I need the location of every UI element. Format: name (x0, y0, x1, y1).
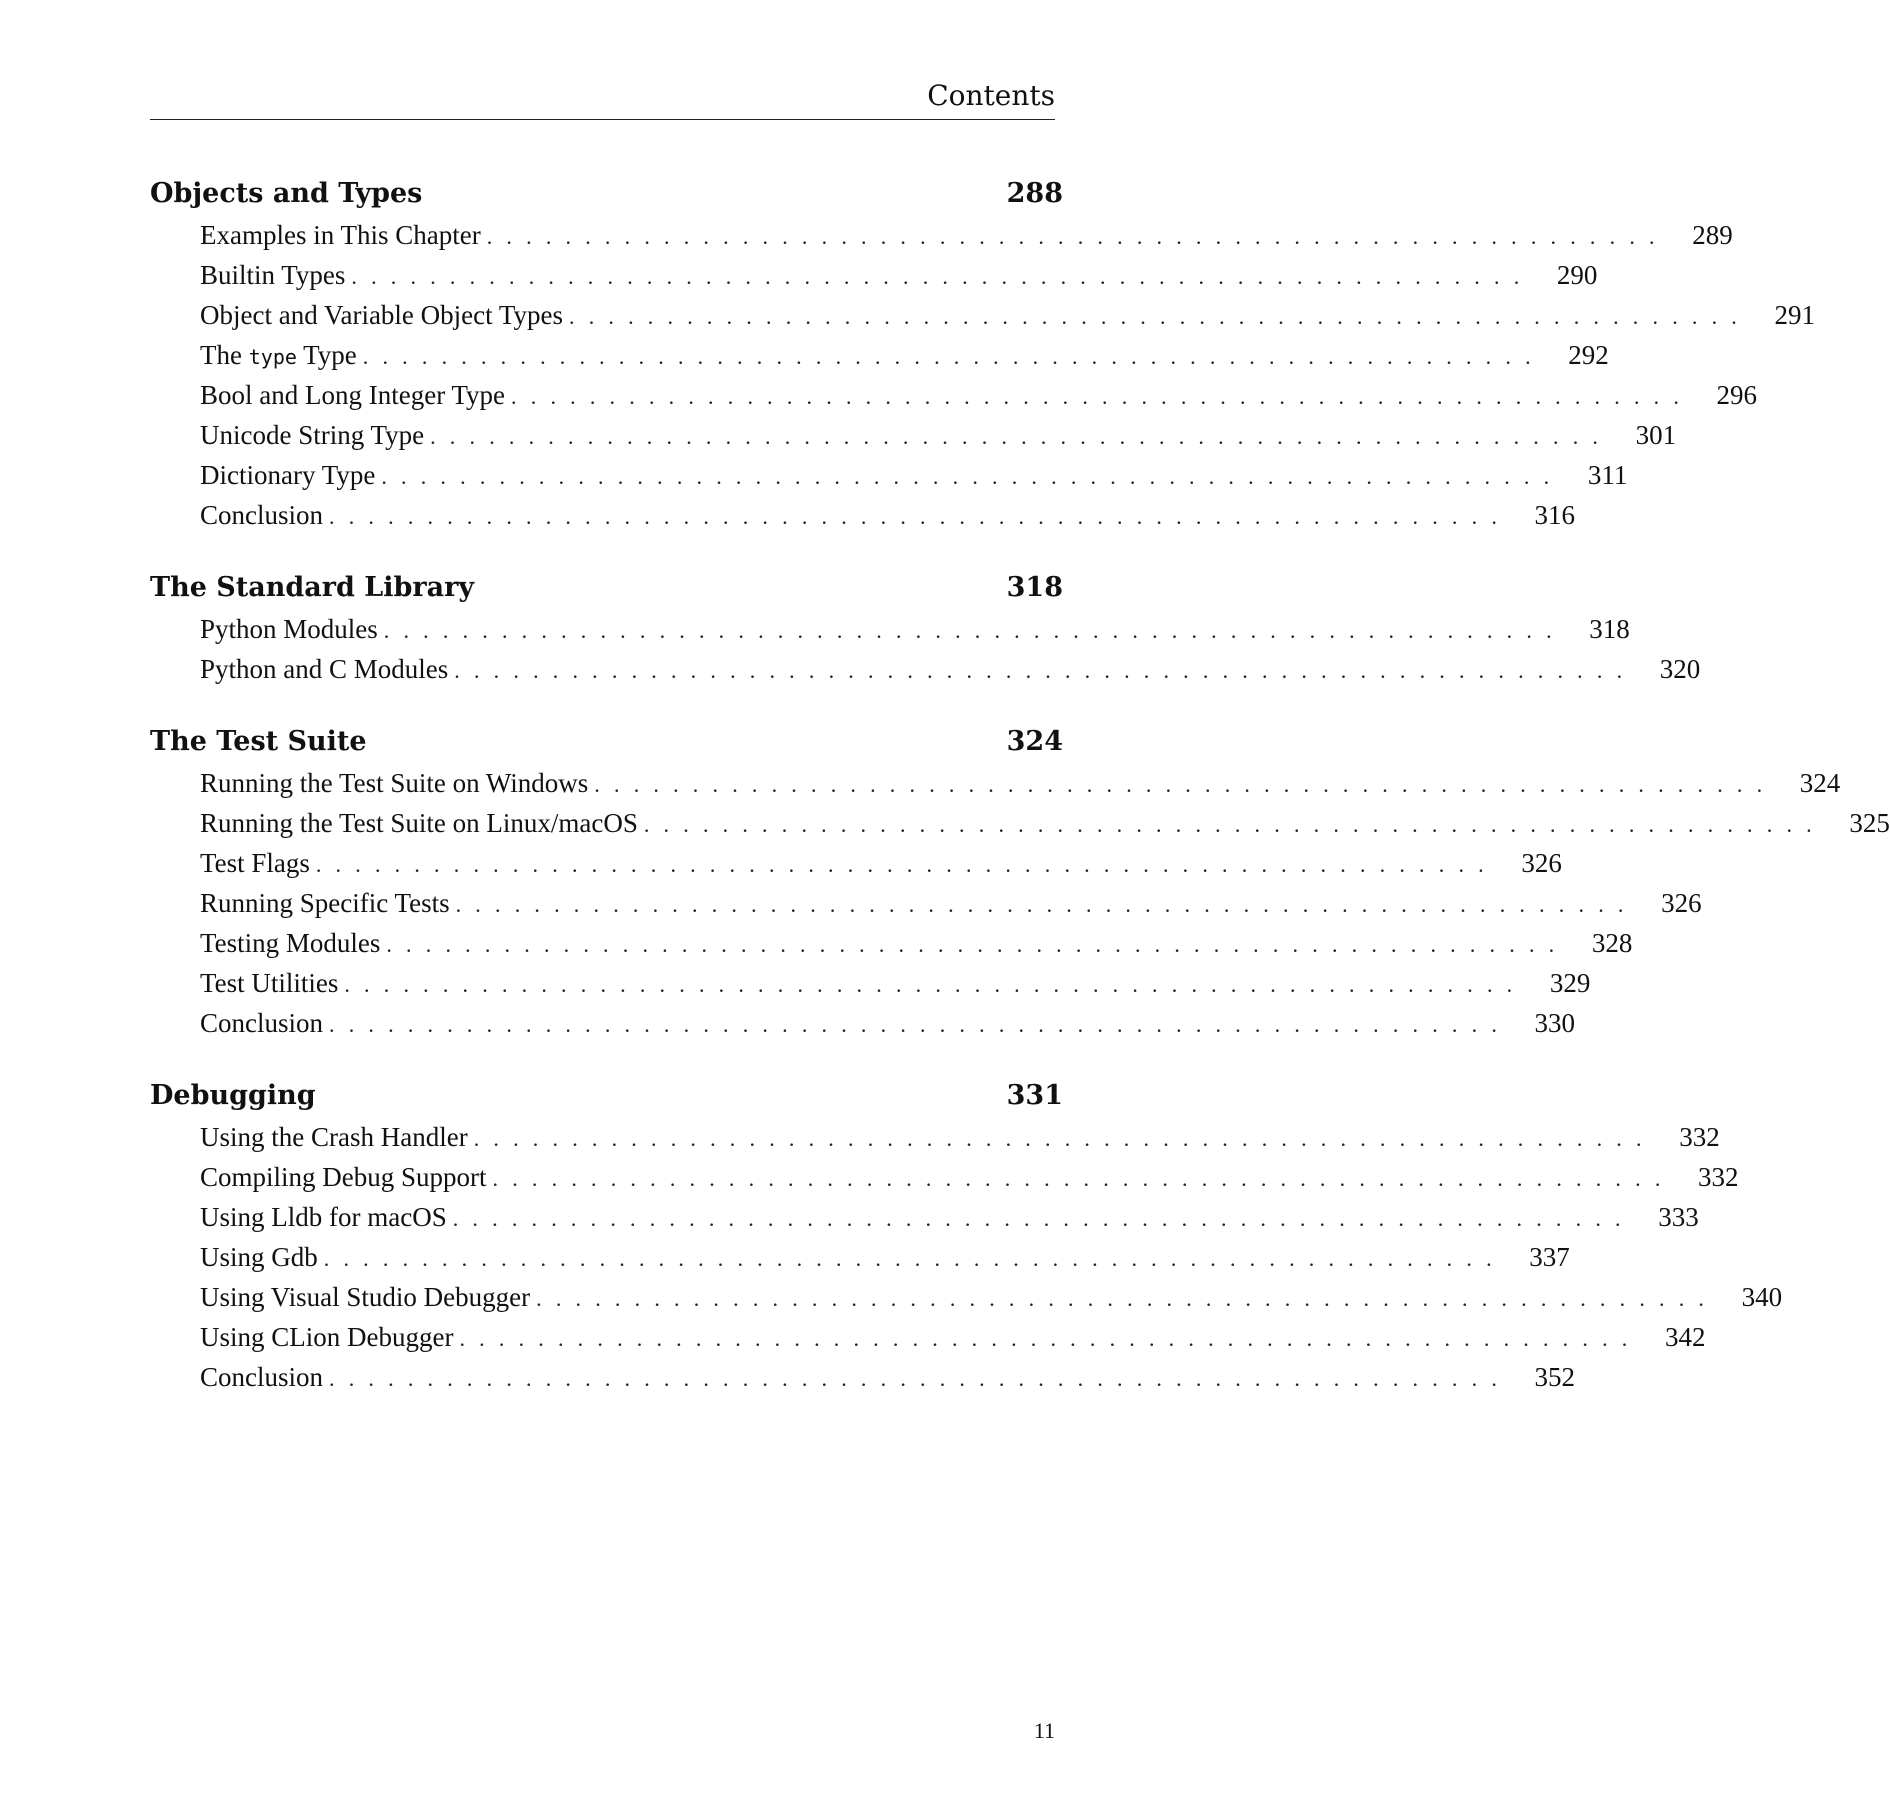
entry-page-number: 290 (1556, 260, 1598, 290)
entry-title: Conclusion (200, 1362, 324, 1392)
chapter-page-number: 331 (1006, 1080, 1063, 1111)
entry-title: Running the Test Suite on Windows (200, 768, 589, 798)
entry-page-number: 291 (1774, 300, 1815, 330)
toc-entry[interactable] (150, 1242, 1570, 1282)
chapter-page-number: 318 (1006, 572, 1063, 603)
entry-page-number: 292 (1568, 340, 1609, 370)
entry-title-prefix: The (200, 340, 249, 370)
entry-page-number: 301 (1635, 420, 1677, 450)
dot-leader: ............................................................ (643, 812, 1826, 837)
toc-entry[interactable] (150, 1322, 1706, 1362)
toc-entry[interactable] (150, 1008, 1576, 1048)
dot-leader: ............................................................ (455, 892, 1638, 917)
entry-page-number: 318 (1589, 614, 1630, 644)
chapter-heading[interactable] (150, 1080, 1063, 1122)
dot-leader: ............................................................ (452, 1206, 1635, 1231)
entry-title: Conclusion (200, 1008, 324, 1038)
entry-title: Using the Crash Handler (200, 1122, 468, 1152)
page-number: 11 (1033, 1718, 1055, 1743)
entry-page-number: 332 (1698, 1162, 1739, 1192)
dot-leader: ............................................................ (486, 224, 1669, 249)
entry-title: Dictionary Type (200, 460, 376, 490)
entry-page-number: 320 (1659, 654, 1701, 684)
entry-title: Python and C Modules (200, 654, 449, 684)
entry-page-number: 332 (1679, 1122, 1720, 1152)
chapter-the-standard-library (150, 572, 1701, 694)
entry-title: Running Specific Tests (200, 888, 450, 918)
entry-title (200, 340, 363, 371)
dot-leader: ............................................................ (594, 772, 1777, 797)
dot-leader: ............................................................ (344, 972, 1527, 997)
entry-title: Using Visual Studio Debugger (200, 1282, 531, 1312)
entry-page-number: 328 (1591, 928, 1633, 958)
entry-page-number: 296 (1716, 380, 1758, 410)
entry-title: Unicode String Type (200, 420, 425, 450)
dot-leader: ............................................................ (459, 1326, 1642, 1351)
dot-leader: ............................................................ (315, 852, 1498, 877)
entry-title: Bool and Long Integer Type (200, 380, 506, 410)
entry-page-number: 326 (1521, 848, 1562, 878)
toc-entry[interactable] (150, 260, 1598, 300)
entry-title: Using Gdb (200, 1242, 318, 1272)
entry-page-number: 324 (1799, 768, 1841, 798)
toc-entry[interactable] (150, 888, 1702, 928)
entry-page-number: 289 (1692, 220, 1733, 250)
toc-entry[interactable] (150, 1202, 1699, 1242)
toc-entry[interactable] (150, 460, 1628, 500)
dot-leader: ............................................................ (362, 344, 1545, 369)
toc-entry[interactable] (150, 1362, 1576, 1402)
toc-entry[interactable] (150, 848, 1562, 888)
entry-page-number: 342 (1664, 1322, 1706, 1352)
chapter-debugging (150, 1080, 1783, 1402)
entry-title: Conclusion (200, 500, 324, 530)
dot-leader: ............................................................ (473, 1126, 1656, 1151)
entry-page-number: 333 (1658, 1202, 1699, 1232)
entry-title: Examples in This Chapter (200, 220, 481, 250)
dot-leader: ............................................................ (381, 464, 1564, 489)
chapter-objects-and-types (150, 178, 1815, 540)
chapter-page-number: 288 (1006, 178, 1063, 209)
toc-entry[interactable] (150, 768, 1841, 808)
chapter-heading[interactable] (150, 726, 1063, 768)
entry-page-number: 340 (1741, 1282, 1783, 1312)
dot-leader: ............................................................ (536, 1286, 1719, 1311)
dot-leader: ............................................................ (351, 264, 1534, 289)
entry-title-suffix: Type (296, 340, 357, 370)
entry-title: Compiling Debug Support (200, 1162, 487, 1192)
dot-leader: ............................................................ (323, 1246, 1506, 1271)
entry-title: Builtin Types (200, 260, 346, 290)
chapter-title: Debugging (150, 1080, 316, 1111)
dot-leader: ............................................................ (430, 424, 1613, 449)
entry-title-code: type (248, 345, 297, 369)
toc-entry[interactable] (150, 928, 1633, 968)
toc-entry[interactable] (150, 1162, 1739, 1202)
header-rule (150, 119, 1055, 120)
dot-leader: ............................................................ (386, 932, 1569, 957)
dot-leader: ............................................................ (511, 384, 1694, 409)
entry-title: Testing Modules (200, 928, 381, 958)
entry-title: Object and Variable Object Types (200, 300, 563, 330)
entry-title: Running the Test Suite on Linux/macOS (200, 808, 638, 838)
dot-leader: ............................................................ (329, 1366, 1512, 1391)
entry-title: Python Modules (200, 614, 378, 644)
toc-entry[interactable] (150, 968, 1591, 1008)
entry-title: Using Lldb for macOS (200, 1202, 447, 1232)
toc-entry[interactable] (150, 500, 1576, 540)
toc-entry[interactable] (150, 1122, 1720, 1162)
toc-entry[interactable] (150, 340, 1609, 380)
toc-entry[interactable] (150, 420, 1677, 460)
chapter-title: Objects and Types (150, 178, 423, 209)
toc-entry[interactable] (150, 1282, 1783, 1322)
dot-leader: ............................................................ (383, 618, 1566, 643)
entry-page-number: 326 (1661, 888, 1702, 918)
chapter-heading[interactable] (150, 178, 1063, 220)
dot-leader: ............................................................ (454, 658, 1637, 683)
chapter-page-number: 324 (1006, 726, 1063, 757)
toc-entry[interactable] (150, 808, 1890, 848)
entry-page-number: 352 (1534, 1362, 1576, 1392)
entry-page-number: 329 (1549, 968, 1591, 998)
toc-entry[interactable] (150, 654, 1701, 694)
chapter-title: The Standard Library (150, 572, 475, 603)
dot-leader: ............................................................ (329, 1012, 1512, 1037)
toc-entry[interactable] (150, 220, 1733, 260)
entry-page-number: 325 (1849, 808, 1890, 838)
running-head: Contents (927, 79, 1055, 112)
table-of-contents (150, 178, 1890, 1434)
chapter-title: The Test Suite (150, 726, 367, 757)
dot-leader: ............................................................ (329, 504, 1512, 529)
entry-page-number: 337 (1529, 1242, 1570, 1272)
toc-entry[interactable] (150, 300, 1815, 340)
toc-entry[interactable] (150, 380, 1758, 420)
entry-page-number: 316 (1534, 500, 1576, 530)
entry-title: Using CLion Debugger (200, 1322, 454, 1352)
chapter-the-test-suite (150, 726, 1890, 1048)
entry-title: Test Utilities (200, 968, 339, 998)
toc-entry[interactable] (150, 614, 1630, 654)
entry-page-number: 311 (1587, 460, 1628, 490)
entry-page-number: 330 (1534, 1008, 1576, 1038)
dot-leader: ............................................................ (492, 1166, 1675, 1191)
dot-leader: ............................................................ (569, 304, 1751, 329)
entry-title: Test Flags (200, 848, 310, 878)
chapter-heading[interactable] (150, 572, 1063, 614)
